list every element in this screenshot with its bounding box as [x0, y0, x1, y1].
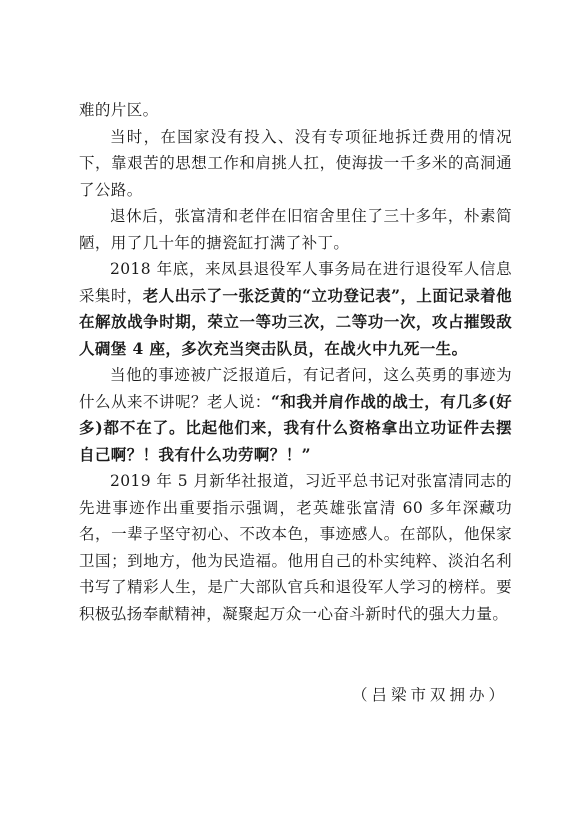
paragraph-6: 2019 年 5 月新华社报道，习近平总书记对张富清同志的先进事迹作出重要指示强调，老英雄张富清 60 多年深藏功名，一辈子坚守初心、不改本色，事迹感人。在部队，他保家卫国；到地方，他为民造福。他用自己的朴实纯粹、淡泊名利书写了精彩人生，是广大部队官兵和退役军人学习的榜样。要积极弘扬奉献精神，凝聚起万众一心奋斗新时代的强大力量。	[79, 472, 512, 623]
paragraph-5-quote: “和我并肩作战的战士，有几多(好多)都不在了。比起他们来，我有什么资格拿出立功证件去摆自己啊？！我有什么功劳啊？！”	[79, 391, 512, 464]
paragraph-3: 退休后，张富清和老伴在旧宿舍里住了三十多年，朴素简陋，用了几十年的搪瓷缸打满了补丁。	[79, 207, 512, 252]
paragraph-4	[79, 256, 512, 362]
article-body	[79, 97, 512, 627]
paragraph-4-emphasis: 老人出示了一张泛黄的“立功登记表”，上面记录着他在解放战争时期，荣立一等功三次，二等功一次，攻占摧毁敌人碉堡 4 座，多次充当突击队员，在战火中九死一生。	[79, 285, 512, 358]
signature: （吕梁市双拥办）	[351, 686, 508, 704]
paragraph-4-lead: 2018 年底，来凤县退役军人事务局在进行退役军人信息采集时，	[79, 260, 512, 305]
paragraph-5-lead: 当他的事迹被广泛报道后，有记者问，这么英勇的事迹为什么从来不讲呢？老人说：	[79, 366, 512, 411]
paragraph-5	[79, 362, 512, 468]
paragraph-1: 难的片区。	[79, 101, 159, 119]
paragraph-2: 当时，在国家没有投入、没有专项征地拆迁费用的情况下，靠艰苦的思想工作和肩挑人扛，使海拔一千多米的高洞通了公路。	[79, 127, 512, 199]
